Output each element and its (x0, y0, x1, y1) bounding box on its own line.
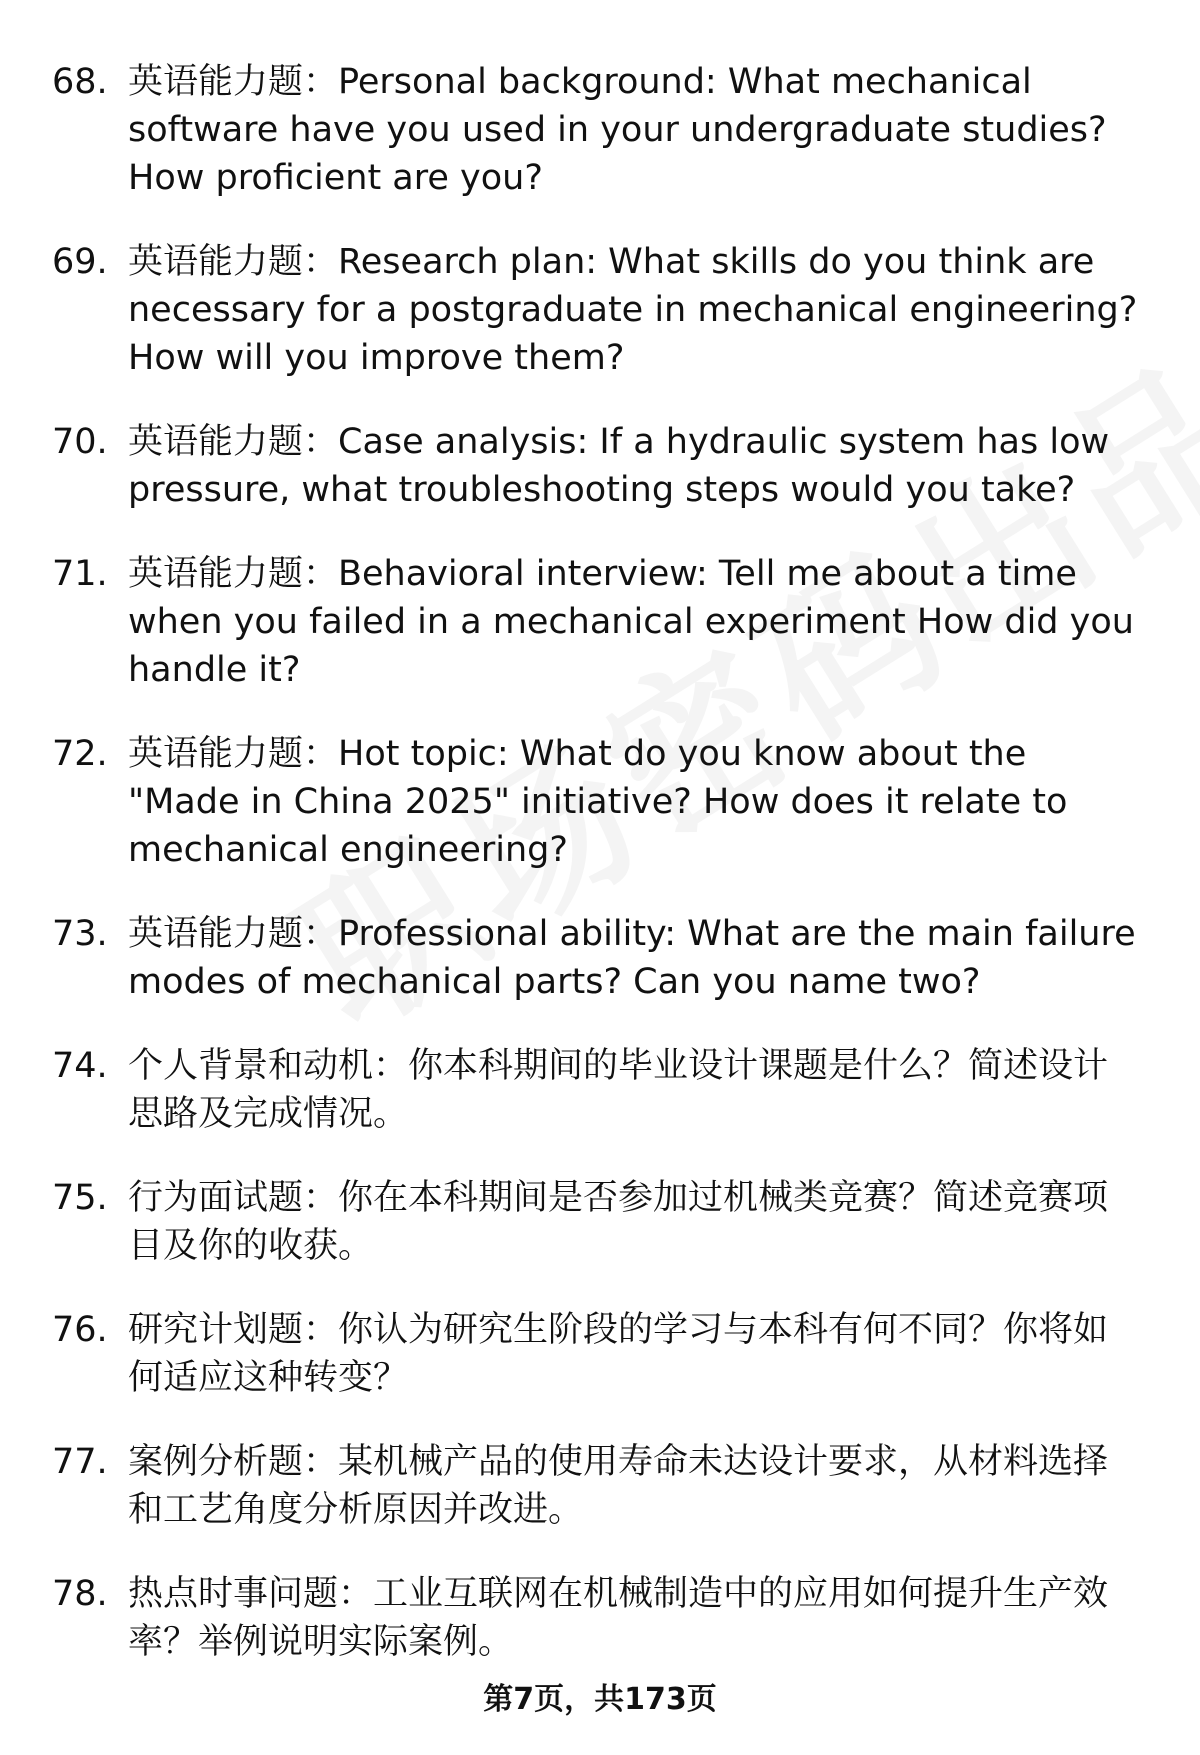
question-category: 热点时事问题： (128, 1574, 374, 1614)
question-text: 你在本科期间是否参加过机械类竞赛？简述竞赛项目及你的收获。 (128, 1178, 1109, 1266)
question-body (128, 910, 1142, 1006)
question-text: Personal background: What mechanical software have you used in your undergraduate studies? How proficient are you? (128, 62, 1107, 198)
question-category: 研究计划题： (128, 1310, 339, 1350)
question-body (128, 550, 1142, 694)
question-text: Hot topic: What do you know about the "Made in China 2025" initiative? How does it relate to mechanical engineering? (128, 734, 1068, 870)
question-body (128, 418, 1142, 514)
question-text: 某机械产品的使用寿命未达设计要求，从材料选择和工艺角度分析原因并改进。 (128, 1442, 1109, 1530)
question-text: Research plan: What skills do you think are necessary for a postgraduate in mechanical engineering? How will you improve them? (128, 242, 1138, 378)
question-number: 69. (52, 242, 108, 282)
question-number: 77. (52, 1442, 108, 1482)
question-body (128, 1174, 1142, 1270)
question-number: 72. (52, 734, 108, 774)
question-category: 英语能力题： (128, 422, 339, 462)
question-item (52, 418, 1142, 514)
question-number: 71. (52, 554, 108, 594)
question-body (128, 1570, 1142, 1666)
question-list (52, 58, 1142, 1702)
question-number: 73. (52, 914, 108, 954)
question-category: 英语能力题： (128, 554, 339, 594)
question-item (52, 1438, 1142, 1534)
question-number: 75. (52, 1178, 108, 1218)
question-item (52, 550, 1142, 694)
question-body (128, 1438, 1142, 1534)
question-number: 68. (52, 62, 108, 102)
question-text: 你本科期间的毕业设计课题是什么？简述设计思路及完成情况。 (128, 1046, 1109, 1134)
question-text: 工业互联网在机械制造中的应用如何提升生产效率？举例说明实际案例。 (128, 1574, 1109, 1662)
question-body (128, 58, 1142, 202)
question-category: 个人背景和动机： (128, 1046, 409, 1086)
question-body (128, 1306, 1142, 1402)
question-number: 70. (52, 422, 108, 462)
question-category: 英语能力题： (128, 242, 339, 282)
question-text: Case analysis: If a hydraulic system has low pressure, what troubleshooting steps would you take? (128, 422, 1110, 510)
question-item (52, 58, 1142, 202)
question-text: Professional ability: What are the main failure modes of mechanical parts? Can you name two? (128, 914, 1136, 1002)
question-number: 74. (52, 1046, 108, 1086)
question-item (52, 910, 1142, 1006)
question-text: Behavioral interview: Tell me about a time when you failed in a mechanical experiment How did you handle it? (128, 554, 1134, 690)
question-item (52, 1570, 1142, 1666)
question-category: 案例分析题： (128, 1442, 339, 1482)
question-number: 78. (52, 1574, 108, 1614)
question-category: 英语能力题： (128, 914, 339, 954)
question-category: 行为面试题： (128, 1178, 339, 1218)
question-body (128, 238, 1142, 382)
question-number: 76. (52, 1310, 108, 1350)
question-item (52, 1174, 1142, 1270)
question-category: 英语能力题： (128, 734, 339, 774)
question-body (128, 1042, 1142, 1138)
question-text: 你认为研究生阶段的学习与本科有何不同？你将如何适应这种转变？ (128, 1310, 1109, 1398)
question-item (52, 1306, 1142, 1402)
question-item (52, 238, 1142, 382)
page-footer: 第7页，共173页 (483, 1682, 717, 1717)
question-category: 英语能力题： (128, 62, 339, 102)
question-item (52, 730, 1142, 874)
question-item (52, 1042, 1142, 1138)
question-body (128, 730, 1142, 874)
